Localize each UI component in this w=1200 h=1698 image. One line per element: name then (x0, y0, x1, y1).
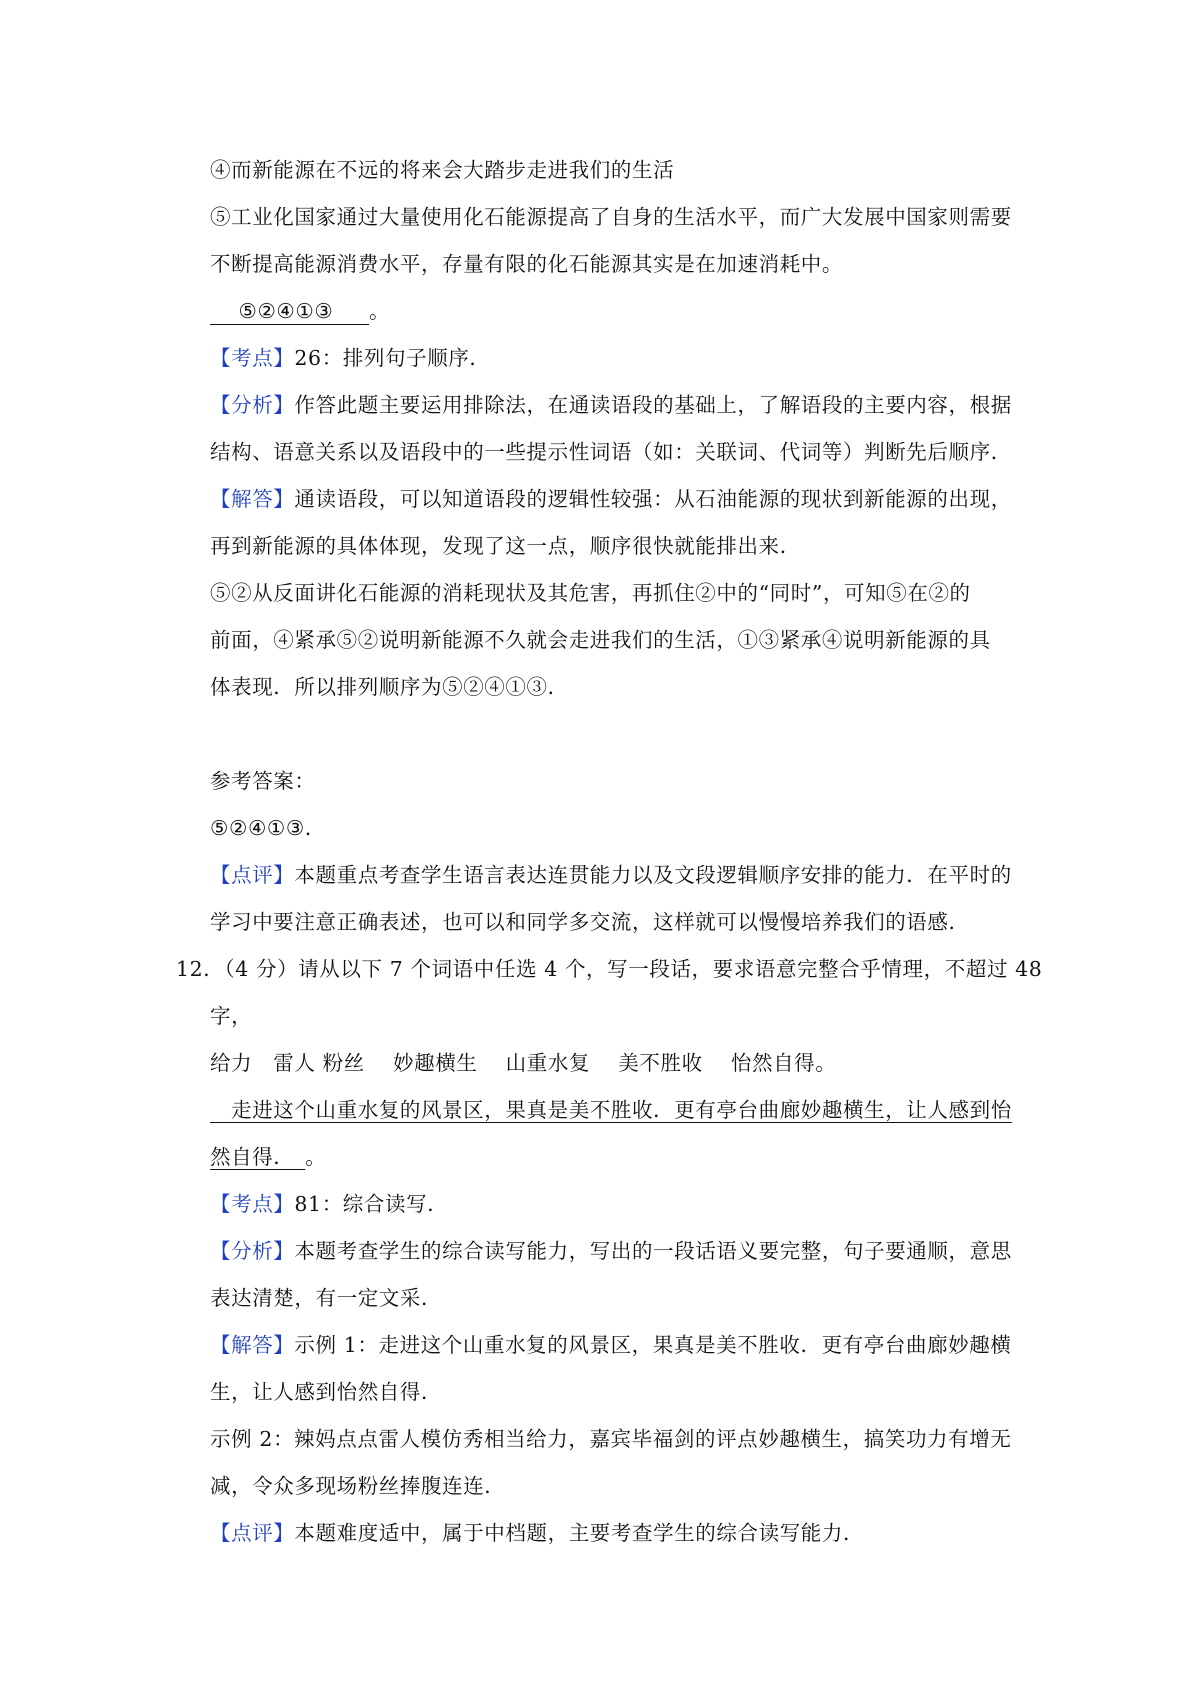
answer-line-2b (210, 1143, 326, 1171)
reference-answer-label: 参考答案： (210, 769, 316, 793)
kaodian-text-2: 81：综合读写． (294, 1192, 449, 1216)
jieda-tag-2: 【解答】 (210, 1333, 295, 1357)
question-12-number: 12． (176, 957, 225, 981)
fenxi-tag-2: 【分析】 (210, 1239, 295, 1263)
kaodian-tag-2: 【考点】 (210, 1192, 295, 1216)
question-12-line-b: 字， (210, 1004, 253, 1028)
kaodian-tag-1: 【考点】 (210, 346, 295, 370)
question-12-words: 给力 雷人 粉丝 妙趣横生 山重水复 美不胜收 怡然自得。 (210, 1051, 837, 1075)
jieda-line-2b: 生，让人感到怡然自得． (210, 1380, 443, 1404)
dianping-text-1: 本题重点考查学生语言表达连贯能力以及文段逻辑顺序安排的能力．在平时的 (294, 863, 1012, 887)
fenxi-text-2: 本题考查学生的综合读写能力，写出的一段话语义要完整，句子要通顺，意思 (294, 1239, 1012, 1263)
answer-line-1 (210, 297, 390, 325)
jieda-line-1c: ⑤②从反面讲化石能源的消耗现状及其危害，再抓住②中的“同时”，可知⑤在②的 (210, 581, 971, 605)
fenxi-line-1 (210, 391, 1012, 419)
kaodian-line-1 (210, 344, 491, 372)
kaodian-text-1: 26：排列句子顺序． (294, 346, 491, 370)
question-12-line (176, 955, 1042, 983)
jieda-line-2d: 减，令众多现场粉丝捧腹连连． (210, 1474, 506, 1498)
jieda-tag-1: 【解答】 (210, 487, 295, 511)
kaodian-line-2 (210, 1190, 448, 1218)
reference-answer: ⑤②④①③． (210, 816, 326, 840)
fenxi-text-1: 作答此题主要运用排除法，在通读语段的基础上，了解语段的主要内容，根据 (294, 393, 1012, 417)
fenxi-line-1b: 结构、语意关系以及语段中的一些提示性词语（如：关联词、代词等）判断先后顺序． (210, 440, 1012, 464)
answer-text-1: ⑤②④①③ (238, 299, 334, 323)
option-4-line: ④而新能源在不远的将来会大踏步走进我们的生活 (210, 158, 675, 182)
jieda-line-2 (210, 1331, 1011, 1359)
dianping-tag-2: 【点评】 (210, 1521, 295, 1545)
fenxi-line-2b: 表达清楚，有一定文采． (210, 1286, 443, 1310)
jieda-text-2: 示例 1：走进这个山重水复的风景区，果真是美不胜收．更有亭台曲廊妙趣横 (294, 1333, 1012, 1357)
option-5-line-cont: 不断提高能源消费水平，存量有限的化石能源其实是在加速消耗中。 (210, 252, 843, 276)
dianping-line-2 (210, 1519, 864, 1547)
jieda-line-1d: 前面，④紧承⑤②说明新能源不久就会走进我们的生活，①③紧承④说明新能源的具 (210, 628, 991, 652)
jieda-line-2c: 示例 2：辣妈点点雷人模仿秀相当给力，嘉宾毕福剑的评点妙趣横生，搞笑功力有增无 (210, 1427, 1012, 1451)
jieda-line-1b: 再到新能源的具体体现，发现了这一点，顺序很快就能排出来． (210, 534, 801, 558)
fenxi-line-2 (210, 1237, 1012, 1265)
jieda-line-1 (210, 485, 1012, 513)
dianping-line-1b: 学习中要注意正确表述，也可以和同学多交流，这样就可以慢慢培养我们的语感． (210, 910, 970, 934)
answer-end-2: 。 (305, 1145, 327, 1169)
question-12-text: （4 分）请从以下 7 个词语中任选 4 个，写一段话，要求语意完整合乎情理，不超过 48 (224, 957, 1043, 981)
jieda-line-1e: 体表现．所以排列顺序为⑤②④①③． (210, 675, 569, 699)
dianping-text-2: 本题难度适中，属于中档题，主要考查学生的综合读写能力． (294, 1521, 865, 1545)
fenxi-tag-1: 【分析】 (210, 393, 295, 417)
answer-blank-1 (210, 298, 369, 325)
dianping-line-1 (210, 861, 1012, 889)
option-5-line: ⑤工业化国家通过大量使用化石能源提高了自身的生活水平，而广大发展中国家则需要 (210, 205, 1012, 229)
jieda-text-1: 通读语段，可以知道语段的逻辑性较强：从石油能源的现状到新能源的出现， (294, 487, 1012, 511)
answer-line-2a: 走进这个山重水复的风景区，果真是美不胜收．更有亭台曲廊妙趣横生，让人感到怡 (210, 1098, 1012, 1122)
answer-text-2b: 然自得． (210, 1145, 306, 1169)
answer-end-1: 。 (368, 299, 391, 323)
dianping-tag-1: 【点评】 (210, 863, 295, 887)
